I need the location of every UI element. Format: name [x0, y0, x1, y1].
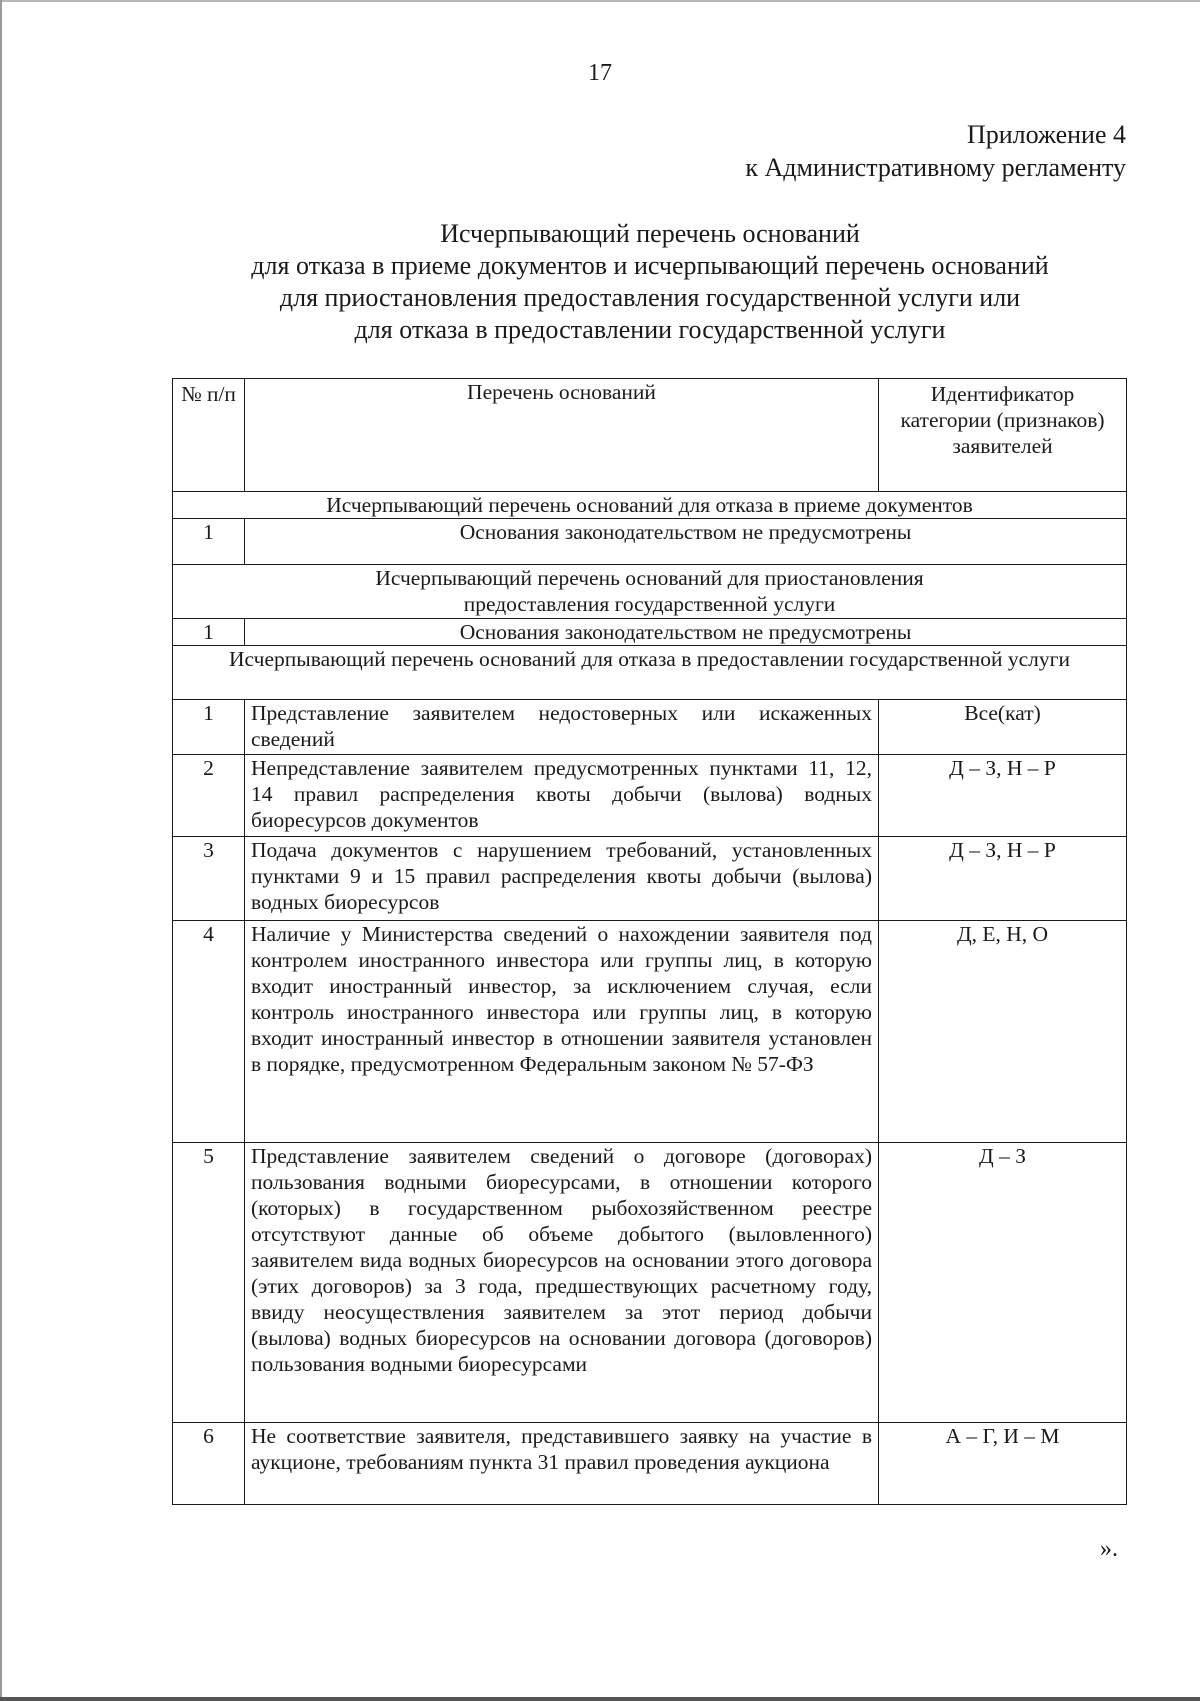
- table-header-row: [173, 379, 1127, 492]
- section-title-refusal-service: Исчерпывающий перечень оснований для отказа в предоставлении государственной услуги: [173, 646, 1127, 700]
- row-number: 2: [173, 755, 245, 837]
- row-text: Основания законодательством не предусмотрены: [245, 519, 1127, 565]
- row-identifier: Д – З, Н – Р: [879, 755, 1127, 837]
- document-title: [170, 218, 1130, 346]
- row-identifier: Д – З: [879, 1143, 1127, 1423]
- table-row: [173, 519, 1127, 565]
- table-row: [173, 700, 1127, 755]
- row-number: 3: [173, 837, 245, 921]
- table-row: [173, 1143, 1127, 1423]
- table-row: [173, 921, 1127, 1143]
- row-number: 6: [173, 1423, 245, 1505]
- row-identifier: Д – З, Н – Р: [879, 837, 1127, 921]
- table-row: [173, 755, 1127, 837]
- scan-edge-left: [0, 0, 2, 1701]
- row-number: 1: [173, 700, 245, 755]
- row-reason: Наличие у Министерства сведений о нахождении заявителя под контролем иностранного инвестора или группы лиц, в которую входит иностранный инвестор, за исключением случая, если контроль иностранного инвестора или группы лиц, в которую входит иностранный инвестор в отношении заявителя установлен в порядке, предусмотренном Федеральным законом № 57-ФЗ: [245, 921, 879, 1143]
- row-text: Основания законодательством не предусмотрены: [245, 619, 1127, 646]
- row-identifier: А – Г, И – М: [879, 1423, 1127, 1505]
- table-row: [173, 1423, 1127, 1505]
- section-row: [173, 565, 1127, 619]
- grounds-table: [172, 378, 1127, 1505]
- header-identifier: Идентификатор категории (признаков) заявителей: [879, 379, 1127, 492]
- section-row: [173, 492, 1127, 519]
- appendix-line-2: к Административному регламенту: [745, 153, 1126, 182]
- page-number: 17: [588, 60, 612, 86]
- row-number: 1: [173, 619, 245, 646]
- row-identifier: Все(кат): [879, 700, 1127, 755]
- row-reason: Подача документов с нарушением требований, установленных пунктами 9 и 15 правил распределения квоты добычи (вылова) водных биоресурсов: [245, 837, 879, 921]
- row-number: 1: [173, 519, 245, 565]
- scan-edge-top: [0, 0, 1200, 2]
- section-row: [173, 646, 1127, 700]
- row-number: 4: [173, 921, 245, 1143]
- section-title-suspension: Исчерпывающий перечень оснований для приостановления предоставления государственной услуги: [173, 565, 1127, 619]
- header-list: Перечень оснований: [245, 379, 879, 492]
- row-reason: Представление заявителем сведений о договоре (договорах) пользования водными биоресурсами, в отношении которого (которых) в государственном рыбохозяйственном реестре отсутствуют данные об объеме добытого (выловленного) заявителем вида водных биоресурсов на основании этого договора (этих договоров) за 3 года, предшествующих расчетному году, ввиду неосуществления заявителем за этот период добычи (вылова) водных биоресурсов на основании договора (договоров) пользования водными биоресурсами: [245, 1143, 879, 1423]
- title-line-2: для отказа в приеме документов и исчерпывающий перечень оснований: [251, 251, 1049, 280]
- title-line-1: Исчерпывающий перечень оснований: [440, 219, 860, 248]
- row-identifier: Д, Е, Н, О: [879, 921, 1127, 1143]
- scan-edge-bottom: [0, 1697, 1200, 1701]
- header-number: № п/п: [173, 379, 245, 492]
- table-row: [173, 837, 1127, 921]
- row-number: 5: [173, 1143, 245, 1423]
- closing-quote: ».: [1100, 1536, 1118, 1562]
- title-line-4: для отказа в предоставлении государственной услуги: [354, 315, 946, 344]
- title-line-3: для приостановления предоставления государственной услуги или: [279, 283, 1021, 312]
- appendix-caption: [745, 118, 1126, 184]
- table-row: [173, 619, 1127, 646]
- row-reason: Не соответствие заявителя, представившего заявку на участие в аукционе, требованиям пункта 31 правил проведения аукциона: [245, 1423, 879, 1505]
- appendix-line-1: Приложение 4: [966, 120, 1126, 149]
- section-title-refusal-acceptance: Исчерпывающий перечень оснований для отказа в приеме документов: [173, 492, 1127, 519]
- row-reason: Непредставление заявителем предусмотренных пунктами 11, 12, 14 правил распределения квоты добычи (вылова) водных биоресурсов документов: [245, 755, 879, 837]
- row-reason: Представление заявителем недостоверных или искаженных сведений: [245, 700, 879, 755]
